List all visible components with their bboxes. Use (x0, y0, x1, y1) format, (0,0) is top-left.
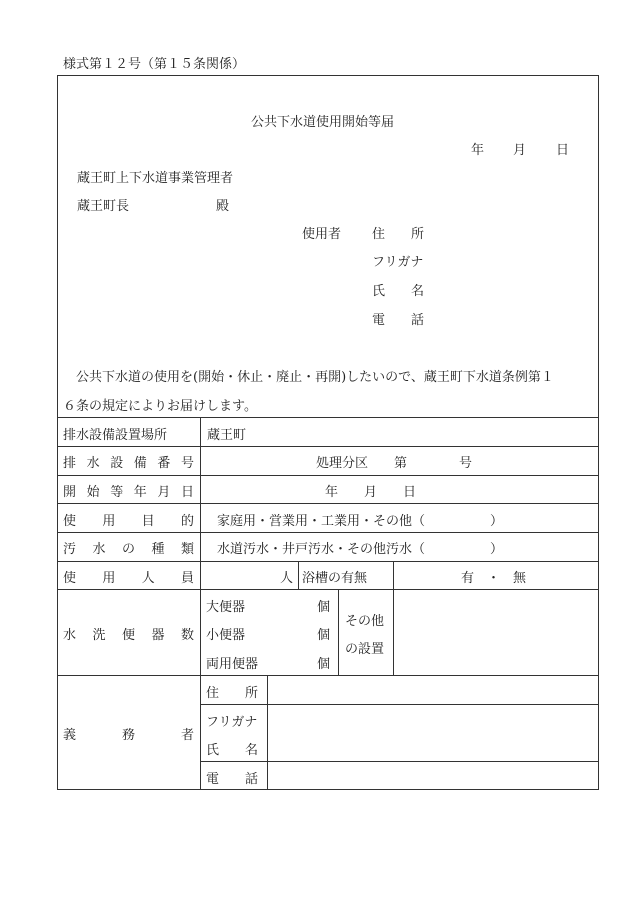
body-text-line1: 公共下水道の使用を(開始・休止・廃止・再開)したいので、蔵王町下水道条例第１ (76, 370, 554, 385)
label-char: 排 (63, 456, 77, 471)
addressee-manager: 蔵王町上下水道事業管理者 (77, 171, 234, 186)
table-line (298, 561, 299, 589)
obligor-phone-label: 電 話 (206, 772, 259, 787)
toilet-dual-label: 両用便器 (206, 657, 259, 672)
users-unit: 人 (280, 571, 294, 586)
honorific: 殿 (216, 199, 230, 214)
date-month: 月 (513, 143, 527, 158)
label-char: 目 (141, 514, 155, 529)
body-text-line2: ６条の規定によりお届けします。 (63, 399, 257, 414)
other-install-label-1: その他 (345, 614, 385, 629)
applicant-name-label: 氏 名 (372, 284, 425, 299)
label-char: 者 (180, 728, 194, 743)
toilet-large-unit: 個 (317, 600, 331, 615)
septic-value: 有 ・ 無 (461, 571, 527, 586)
location-value: 蔵王町 (207, 428, 247, 443)
label-char: 員 (180, 571, 194, 586)
applicant-label: 使用者 (302, 227, 342, 242)
addressee-mayor: 蔵王町長 (77, 199, 130, 214)
label-char: 水 (86, 456, 100, 471)
label-char: 設 (110, 456, 124, 471)
page-title: 公共下水道使用開始等届 (251, 115, 395, 130)
label-char: 番 (157, 456, 171, 471)
drainage-number-value: 処理分区 第 号 (316, 456, 473, 471)
obligor-name-label: 氏 名 (206, 743, 259, 758)
label-char: 種 (151, 542, 165, 557)
toilet-count-label (63, 624, 194, 643)
applicant-phone-label: 電 話 (372, 313, 425, 328)
label-char: 務 (121, 728, 135, 743)
label-char: 日 (180, 485, 194, 500)
label-char: 始 (86, 485, 100, 500)
sewage-type-label (63, 538, 194, 557)
label-char: 水 (92, 542, 106, 557)
obligor-furigana-label: フリガナ (206, 715, 258, 730)
label-char: の (121, 542, 135, 557)
label-char: 汚 (63, 542, 77, 557)
purpose-label (63, 510, 194, 529)
table-line (57, 446, 599, 447)
toilet-small-label: 小便器 (206, 628, 246, 643)
table-line (57, 589, 599, 590)
table-line (200, 704, 599, 705)
start-date-value: 年 月 日 (325, 485, 417, 500)
label-char: 用 (102, 571, 116, 586)
label-char: 洗 (92, 628, 106, 643)
table-line (57, 503, 599, 504)
sewage-type-value: 水道汚水・井戸汚水・その他汚水（ ） (217, 542, 504, 557)
table-line (57, 675, 599, 676)
form-number: 様式第１２号（第１５条関係） (63, 57, 246, 72)
label-char: 類 (180, 542, 194, 557)
applicant-address-label: 住 所 (372, 227, 425, 242)
label-char: 年 (133, 485, 147, 500)
label-char: 人 (141, 571, 155, 586)
applicant-furigana-label: フリガナ (372, 255, 424, 270)
table-line (338, 589, 339, 675)
label-char: 数 (180, 628, 194, 643)
label-char: 的 (180, 514, 194, 529)
obligor-address-label: 住 所 (206, 686, 259, 701)
location-label: 排水設備設置場所 (63, 428, 168, 443)
label-char: 器 (151, 628, 165, 643)
label-char: 用 (102, 514, 116, 529)
label-char: 開 (63, 485, 77, 500)
table-line (57, 417, 599, 418)
table-line (57, 561, 599, 562)
other-install-label-2: の設置 (345, 642, 385, 657)
obligor-label (63, 724, 194, 743)
label-char: 水 (63, 628, 77, 643)
table-line (57, 532, 599, 533)
toilet-small-unit: 個 (317, 628, 331, 643)
label-char: 等 (110, 485, 124, 500)
table-line (200, 417, 201, 790)
date-day: 日 (556, 143, 570, 158)
toilet-dual-unit: 個 (317, 657, 331, 672)
label-char: 使 (63, 571, 77, 586)
date-year: 年 (471, 143, 485, 158)
users-label (63, 567, 194, 586)
label-char: 便 (121, 628, 135, 643)
label-char: 号 (180, 456, 194, 471)
label-char: 備 (133, 456, 147, 471)
table-line (200, 761, 599, 762)
start-date-label (63, 481, 194, 500)
toilet-large-label: 大便器 (206, 600, 246, 615)
table-line (267, 675, 268, 790)
drainage-number-label (63, 452, 194, 471)
purpose-value: 家庭用・営業用・工業用・その他（ ） (217, 514, 504, 529)
table-line (57, 475, 599, 476)
septic-label: 浴槽の有無 (302, 571, 368, 586)
label-char: 使 (63, 514, 77, 529)
label-char: 義 (63, 728, 77, 743)
table-line (393, 561, 394, 675)
label-char: 月 (157, 485, 171, 500)
